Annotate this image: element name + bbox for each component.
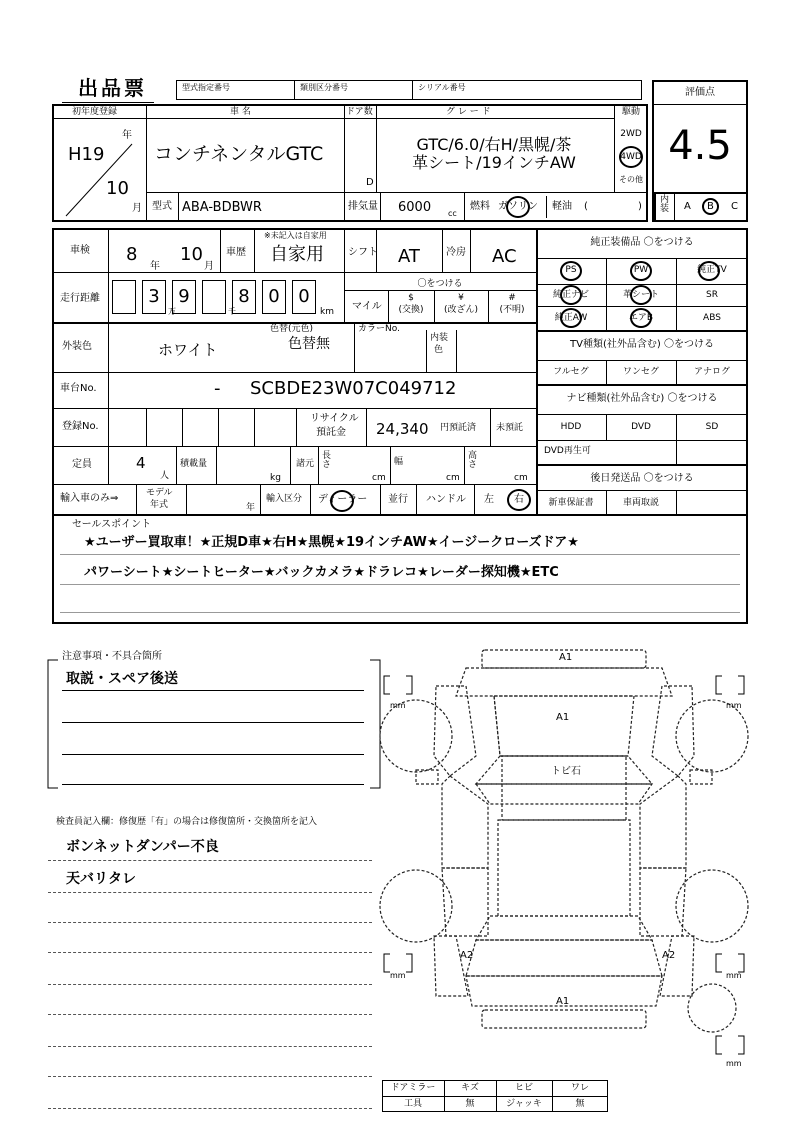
- title-underline: [62, 102, 154, 103]
- model-label: 型式: [152, 201, 172, 212]
- grade-label: グ レ ー ド: [446, 107, 491, 117]
- equip-leather: 革シート: [622, 290, 659, 300]
- width-label: 幅: [394, 457, 404, 467]
- mileage-unknown: (不明): [499, 305, 525, 315]
- chassis-label: 車台No.: [60, 383, 97, 394]
- type-designation-label: 型式指定番号: [182, 83, 230, 92]
- category-number-label: 類別区分番号: [300, 83, 348, 92]
- tools-cell-1: 工具: [403, 1099, 422, 1109]
- equip-aw-circle: [560, 308, 582, 328]
- inspection-label: 車検: [70, 245, 90, 256]
- displacement-label: 排気量: [348, 201, 378, 212]
- history-value: 自家用: [270, 244, 324, 265]
- handle-label: ハンドル: [426, 494, 466, 505]
- equip-ps-circle: [560, 261, 582, 281]
- fuel-label: 燃料: [470, 201, 490, 212]
- doc-manual: 車両取説: [622, 498, 659, 508]
- score-value: 4.5: [668, 123, 732, 169]
- drive-label: 駆動: [621, 107, 640, 117]
- equipment-label: 純正装備品 〇をつける: [590, 237, 694, 248]
- tv-type-label: TV種類(社外品含む) 〇をつける: [570, 339, 714, 350]
- exterior-color: ホワイト: [158, 341, 218, 359]
- registration-year: H19: [68, 144, 105, 165]
- svg-text:mm: mm: [726, 701, 742, 710]
- equip-pw-circle: [630, 261, 652, 281]
- drive-4wd: 4WD: [620, 152, 642, 162]
- first-registration-label: 初年度登録: [72, 107, 118, 117]
- shift-value: AT: [398, 246, 420, 267]
- registration-label: 登録No.: [62, 421, 99, 432]
- color-number-label: カラーNo.: [358, 324, 400, 334]
- import-only-label: 輸入車のみ⇒: [60, 493, 119, 504]
- score-label: 評価点: [685, 87, 715, 98]
- caution-line-1: 取説・スペア後送: [66, 671, 178, 687]
- serial-number-label: シリアル番号: [418, 83, 466, 92]
- history-note: ※未記入は自家用: [264, 231, 327, 240]
- tools-cell-2: 無: [465, 1099, 475, 1109]
- sales-points-label: セールスポイント: [72, 519, 152, 530]
- model-code: ABA-BDBWR: [182, 200, 262, 215]
- grade-line-1: GTC/6.0/右H/黒幌/茶: [416, 135, 572, 154]
- chassis-number: SCBDE23W07C049712: [250, 378, 457, 399]
- svg-text:mm: mm: [390, 701, 406, 710]
- handle-left: 左: [484, 494, 494, 505]
- later-shipping-label: 後日発送品 〇をつける: [590, 473, 694, 484]
- handle-right-circle: [507, 489, 531, 511]
- import-parallel: 並行: [388, 494, 408, 505]
- tv-fullseg: フルセグ: [553, 367, 589, 377]
- import-dealer-circle: [330, 490, 354, 512]
- dimensions-label: 諸元: [296, 459, 315, 469]
- shift-label: シフト: [348, 247, 378, 258]
- equip-sr: SR: [706, 290, 718, 300]
- mileage-mark-note: 〇をつける: [417, 279, 463, 289]
- doc-warranty: 新車保証書: [548, 498, 594, 508]
- capacity: 4: [136, 454, 146, 472]
- damage-label-rear-left: A2: [460, 950, 474, 961]
- tools-header-2: キズ: [461, 1083, 479, 1093]
- tools-header-3: ヒビ: [514, 1083, 533, 1093]
- repaint-value: 色替無: [288, 336, 330, 352]
- caution-label: 注意事項・不具合箇所: [62, 651, 162, 662]
- doors-label: ドア数: [346, 107, 373, 117]
- load-label: 積載量: [180, 459, 208, 469]
- serial-row: [176, 80, 642, 100]
- nav-dvd: DVD: [631, 422, 651, 432]
- car-damage-diagram: [376, 636, 752, 1076]
- car-name-label: 車 名: [230, 107, 251, 117]
- damage-label-hood: A1: [556, 712, 570, 723]
- equip-airbag: エアB: [628, 313, 654, 323]
- form-title: 出品票: [78, 76, 147, 100]
- tv-oneseg: ワンセグ: [622, 367, 659, 377]
- fuel-diesel: 軽油: [552, 201, 572, 212]
- interior-b: B: [707, 201, 714, 212]
- tools-cell-3: ジャッキ: [506, 1099, 542, 1109]
- nav-dvd-playback: DVD再生可: [544, 446, 591, 456]
- length-label: 長さ: [322, 451, 332, 470]
- equip-nav: 純正ナビ: [552, 290, 589, 300]
- interior-label: 内装: [660, 195, 670, 214]
- equip-tv: 純正TV: [697, 265, 727, 275]
- recycle-amount: 24,340: [376, 420, 429, 438]
- drive-other: その他: [619, 175, 643, 184]
- car-name: コンチネンタルGTC: [154, 143, 324, 165]
- nav-type-label: ナビ種類(社外品含む) 〇をつける: [566, 393, 718, 404]
- history-label: 車歴: [226, 247, 246, 258]
- damage-label-windshield: トビ石: [551, 766, 581, 777]
- ac-label: 冷房: [446, 247, 466, 258]
- svg-text:mm: mm: [726, 971, 742, 980]
- displacement: 6000: [398, 200, 432, 215]
- equip-abs: ABS: [703, 313, 721, 323]
- drive-2wd: 2WD: [620, 129, 642, 139]
- damage-label-rear-right: A2: [662, 950, 676, 961]
- interior-b-circle: [702, 198, 719, 215]
- tools-header-1: ドアミラー: [390, 1083, 436, 1093]
- import-type-label: 輸入区分: [266, 494, 303, 504]
- recycle-not-deposited: 未預託: [496, 423, 524, 433]
- mileage-label: 走行距離: [60, 293, 100, 304]
- ac-value: AC: [492, 246, 517, 267]
- drive-4wd-circle: [619, 146, 643, 168]
- inspector-label: 検査員記入欄：修復歴「有」の場合は修復箇所・交換箇所を記入: [56, 817, 318, 827]
- exterior-color-label: 外装色: [62, 341, 92, 352]
- inspector-line-2: 天バリタレ: [66, 871, 136, 887]
- equip-airbag-circle: [630, 308, 652, 328]
- fuel-gasoline: ガソリン: [498, 201, 538, 212]
- registration-month: 10: [106, 178, 129, 199]
- nav-hdd: HDD: [560, 422, 582, 432]
- equip-ps: PS: [565, 265, 577, 275]
- equip-aw: 純正AW: [554, 313, 588, 323]
- mileage-mile: マイル: [352, 301, 382, 312]
- repaint-label: 色替(元色): [270, 324, 314, 334]
- svg-text:mm: mm: [390, 971, 406, 980]
- interior-color-label: 内装: [430, 333, 449, 343]
- equip-tv-circle: [698, 261, 720, 281]
- inspector-line-1: ボンネットダンパー不良: [66, 839, 219, 855]
- tv-analog: アナログ: [693, 367, 730, 377]
- mileage-tampered: (改ざん): [443, 305, 479, 315]
- recycle-deposited: 円預託済: [440, 423, 477, 433]
- recycle-label: リサイクル: [310, 413, 359, 424]
- svg-text:mm: mm: [726, 1059, 742, 1068]
- sales-points-line-1: ★ユーザー買取車！★正規D車★右H★黒幌★19インチAW★イージークローズドア★: [84, 535, 579, 550]
- interior-c: C: [731, 201, 738, 212]
- equip-nav-circle: [560, 285, 582, 305]
- import-dealer: ディーラー: [318, 494, 368, 505]
- height-label: 高さ: [468, 451, 478, 470]
- handle-right: 右: [514, 494, 524, 505]
- fuel-gasoline-circle: [506, 196, 530, 218]
- tools-cell-4: 無: [575, 1099, 585, 1109]
- grade-line-2: 革シート/19インチAW: [412, 153, 576, 172]
- damage-label-front-bumper: A1: [559, 652, 573, 663]
- damage-label-rear-bumper: A1: [556, 996, 570, 1007]
- inspection-year: 8: [126, 244, 138, 265]
- nav-sd: SD: [705, 422, 719, 432]
- interior-a: A: [684, 201, 691, 212]
- capacity-label: 定員: [72, 459, 92, 470]
- tools-header-4: ワレ: [570, 1083, 589, 1093]
- inspection-month: 10: [180, 244, 203, 265]
- equip-pw: PW: [633, 265, 649, 275]
- equip-leather-circle: [630, 285, 652, 305]
- sales-points-line-2: パワーシート★シートヒーター★バックカメラ★ドラレコ★レーダー探知機★ETC: [84, 565, 559, 580]
- model-year-label: モデル: [146, 488, 173, 498]
- mileage-exchanged: (交換): [398, 305, 424, 315]
